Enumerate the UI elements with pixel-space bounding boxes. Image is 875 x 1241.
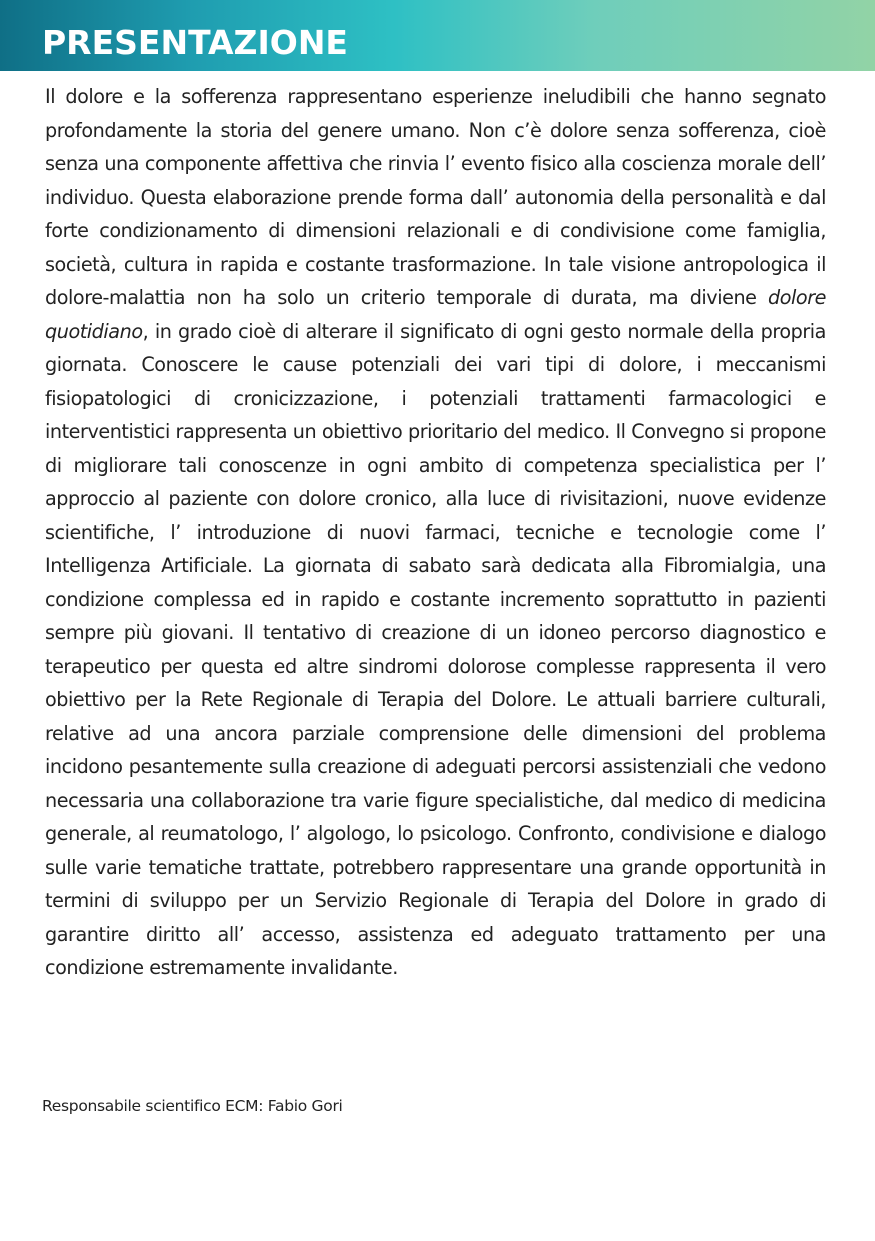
emphasized-phrase: dolore quotidiano [45, 286, 826, 343]
page-title: PRESENTAZIONE [42, 23, 348, 62]
paragraph-text-end: , in grado cioè di alterare il significato di ogni gesto normale della propria giornata. Conoscere le cause potenziali dei vari tipi di dolore, i meccanismi fisiopatologici di cronicizzazione, i potenziali trattamenti farmacologici e interventistici rappresenta un obiettivo prioritario del medico. Il Convegno si propone di migliorare tali conoscenze in ogni ambito di competenza specialistica per l’ approccio al paziente con dolore cronico, alla luce di rivisitazioni, nuove evidenze scientifiche, l’ introduzione di nuovi farmaci, tecniche e tecnologie come l’ Intelligenza Artificiale. La giornata di sabato sarà dedicata alla Fibromialgia, una condizione complessa ed in rapido e costante incremento soprattutto in pazienti sempre più giovani. Il tentativo di creazione di un idoneo percorso diagnostico e terapeutico per questa ed altre sindromi dolorose complesse rappresenta il vero obiettivo per la Rete Regionale di Terapia del Dolore. Le attuali barriere culturali, relative ad una ancora parziale comprensione delle dimensioni del problema incidono pesantemente sulla creazione di adeguati percorsi assistenziali che vedono necessaria una collaborazione tra varie figure specialistiche, dal medico di medicina generale, al reumatologo, l’ algologo, lo psicologo. Confronto, condivisione e dialogo sulle varie tematiche trattate, potrebbero rappresentare una grande opportunità in termini di sviluppo per un Servizio Regionale di Terapia del Dolore in grado di garantire diritto all’ accesso, assistenza ed adeguato trattamento per una condizione estremamente invalidante. [45, 319, 826, 979]
header-banner [0, 0, 875, 71]
paragraph-text-start: Il dolore e la sofferenza rappresentano esperienze ineludibili che hanno segnato profondamente la storia del genere umano. Non c’è dolore senza sofferenza, cioè senza una componente affettiva che rinvia l’ evento fisico alla coscienza morale dell’ individuo. Questa elaborazione prende forma dall’ autonomia della personalità e dal forte condizionamento di dimensioni relazionali e di condivisione come famiglia, società, cultura in rapida e costante trasformazione. In tale visione antropologica il dolore-malattia non ha solo un criterio temporale di durata, ma diviene [45, 85, 826, 309]
scientific-manager-credit: Responsabile scientifico ECM: Fabio Gori [42, 1097, 343, 1115]
presentation-paragraph [45, 80, 826, 985]
